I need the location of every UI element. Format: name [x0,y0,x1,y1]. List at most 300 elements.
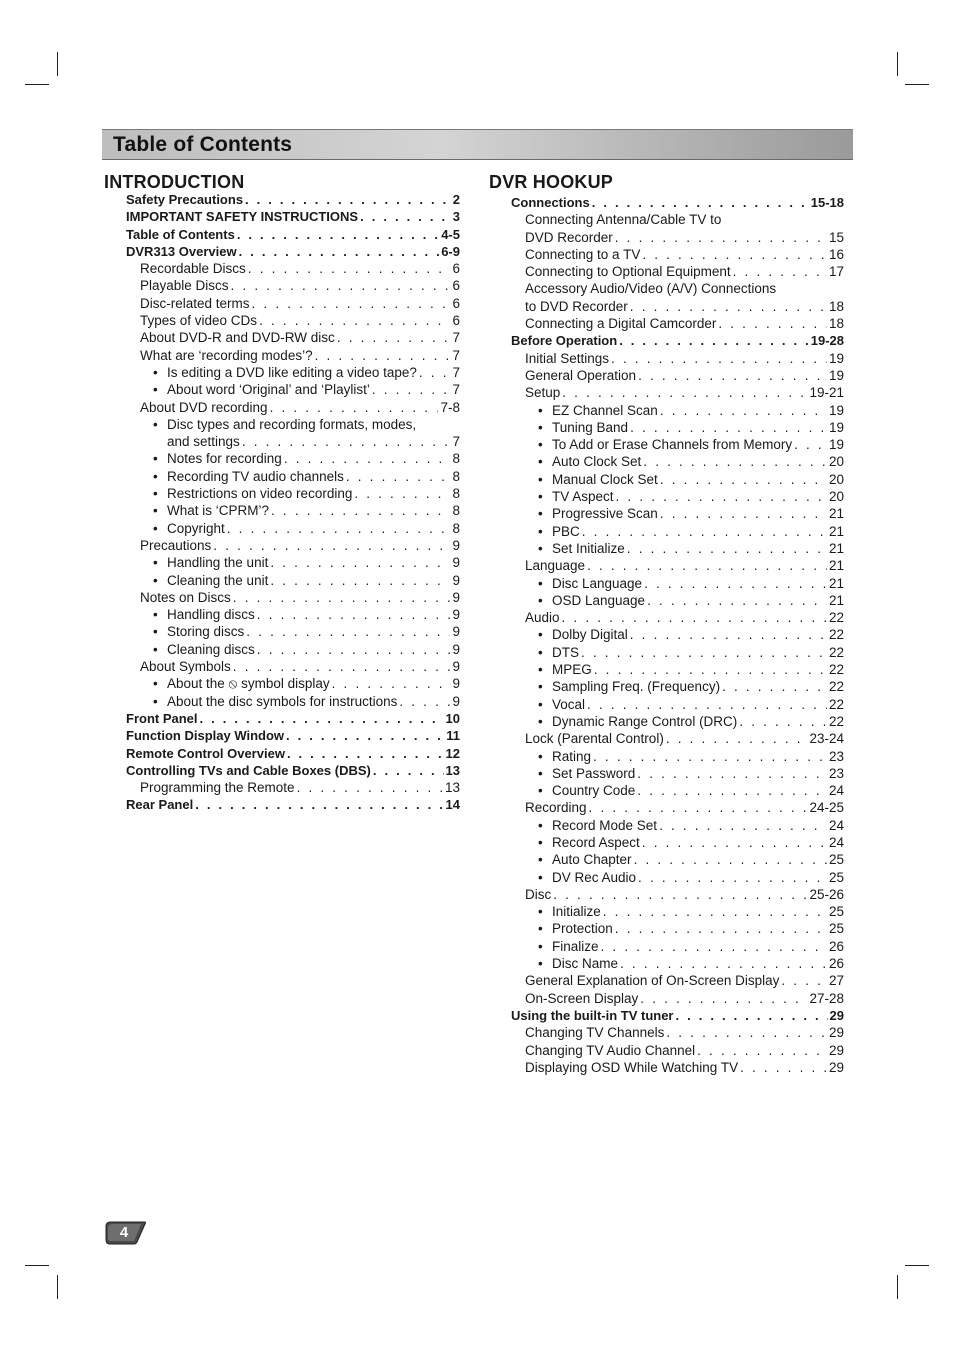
toc-label: Rating [552,748,592,764]
toc-label: Changing TV Audio Channel [525,1042,696,1058]
toc-page-number: 19-28 [810,333,844,349]
toc-entry [104,382,460,399]
toc-entry [489,956,844,973]
toc-page-number: 2 [452,192,460,207]
bullet-icon: • [538,540,543,556]
toc-entry [104,451,460,468]
toc-label: Dynamic Range Control (DRC) [552,713,738,729]
leader-dots [722,679,827,694]
toc-entry [104,521,460,538]
toc-label: MPEG [552,662,592,678]
toc-entry [489,766,844,783]
toc-page-number: 7 [452,434,460,450]
bullet-icon: • [538,834,543,850]
toc-label: Disc Language [552,575,643,591]
toc-page-number: 23-24 [809,731,844,747]
leader-dots [637,783,827,798]
leader-dots [739,714,827,729]
toc-entry [104,209,460,226]
leader-dots [259,313,450,328]
crop-mark [897,52,898,76]
toc-label: Protection [552,921,613,937]
toc-page-number: 7 [452,330,460,346]
toc-entry [104,278,460,295]
toc-entry [489,1043,844,1060]
toc-entry [104,607,460,624]
toc-label: Is editing a DVD like editing a video tape? [167,364,417,380]
leader-dots [630,627,827,642]
toc-label: Connecting to Optional Equipment [525,264,731,280]
leader-dots [794,437,827,452]
toc-page-number: 9 [452,659,460,675]
toc-page-number: 29 [828,1025,844,1041]
toc-label: Finalize [552,938,599,954]
toc-entry [104,227,460,244]
toc-label: Connecting Antenna/Cable TV to [525,212,722,228]
crop-mark [905,84,929,85]
toc-label: Record Mode Set [552,817,658,833]
bullet-icon: • [153,555,158,571]
leader-dots [630,299,827,314]
title-bar [102,129,853,160]
toc-entry [104,417,460,434]
toc-page-number: 22 [828,627,844,643]
bullet-icon: • [538,869,543,885]
toc-page-number: 6 [452,261,460,277]
toc-label: Progressive Scan [552,506,658,522]
bullet-icon: • [153,468,158,484]
leader-dots [233,590,451,605]
toc-label: EZ Channel Scan [552,402,658,418]
toc-page-number: 18 [828,298,844,314]
toc-page-number: 7 [452,382,460,398]
toc-page-number: 8 [452,503,460,519]
leader-dots [660,403,827,418]
leader-dots [660,506,827,521]
toc-page-number: 11 [446,728,460,744]
toc-page-number: 15 [828,229,844,245]
leader-dots [619,333,809,348]
toc-page-number: 9 [452,624,460,640]
toc-entry [104,763,460,780]
leader-dots [637,766,827,781]
bullet-icon: • [538,679,543,695]
toc-label: Safety Precautions [126,192,244,207]
toc-page-number: 26 [828,956,844,972]
toc-page-number: 25 [828,921,844,937]
leader-dots [242,434,451,449]
leader-dots [601,939,827,954]
leader-dots [332,676,451,691]
leader-dots [593,749,827,764]
toc-entry [104,728,460,745]
toc-entry [104,486,460,503]
toc-label: OSD Language [552,592,646,608]
toc-label: Auto Clock Set [552,454,642,470]
toc-page-number: 4-5 [441,226,460,242]
toc-entry [489,731,844,748]
toc-page-number: 20 [828,489,844,505]
toc-label: Auto Chapter [552,852,632,868]
toc-entry [104,555,460,572]
leader-dots [697,1043,827,1058]
toc-entry [489,264,844,281]
leader-dots [718,316,827,331]
toc-entry [489,714,844,731]
dvr-hookup-column [489,173,844,1077]
toc-label: Storing discs [167,624,245,640]
toc-entry [489,299,844,316]
toc-entry [489,973,844,990]
toc-label: Notes on Discs [140,589,231,605]
toc-label: Rear Panel [126,797,194,813]
toc-entry [104,330,460,347]
toc-label: Vocal [552,696,586,712]
leader-dots [647,593,827,608]
toc-label: Tuning Band [552,419,629,435]
toc-page-number: 9 [452,537,460,553]
toc-list [489,195,844,1077]
leader-dots [237,227,439,242]
toc-list [104,192,460,815]
toc-page-number: 8 [452,451,460,467]
crop-mark [897,1275,898,1299]
toc-entry [489,368,844,385]
leader-dots [257,607,451,622]
page-number-badge [105,1221,147,1245]
toc-page-number: 22 [828,696,844,712]
bullet-icon: • [538,956,543,972]
bullet-icon: • [153,520,158,536]
toc-label: Dolby Digital [552,627,628,643]
introduction-column [104,173,460,815]
leader-dots [616,489,827,504]
leader-dots [740,1060,827,1075]
toc-entry [104,797,460,814]
toc-entry [489,576,844,593]
toc-entry [104,624,460,641]
leader-dots [248,261,451,276]
bullet-icon: • [538,817,543,833]
toc-entry [104,711,460,728]
toc-entry [489,610,844,627]
toc-page-number: 27-28 [809,990,844,1006]
leader-dots [659,818,827,833]
crop-mark [905,1265,929,1266]
bullet-icon: • [153,641,158,657]
crop-mark [57,52,58,76]
leader-dots [287,746,444,761]
toc-label: Notes for recording [167,451,282,467]
toc-label: Precautions [140,537,212,553]
leader-dots [666,731,808,746]
bullet-icon: • [153,382,158,398]
toc-entry [489,870,844,887]
crop-mark [25,1265,49,1266]
leader-dots [399,694,450,709]
toc-label: Handling the unit [167,555,269,571]
toc-entry [104,400,460,417]
toc-entry [489,991,844,1008]
bullet-icon: • [153,486,158,502]
toc-page-number: 25 [828,852,844,868]
toc-page-number: 12 [445,745,460,761]
toc-page-number: 6 [452,278,460,294]
leader-dots [640,991,807,1006]
toc-label: About the disc symbols for instructions [167,693,398,709]
toc-entry [489,420,844,437]
toc-label: Changing TV Channels [525,1025,665,1041]
toc-page-number: 9 [452,589,460,605]
toc-entry [104,469,460,486]
toc-entry [489,645,844,662]
toc-page-number: 19 [828,367,844,383]
leader-dots [589,800,808,815]
toc-page-number: 19-21 [809,385,844,401]
leader-dots [553,887,807,902]
toc-label: Function Display Window [126,728,285,744]
toc-page-number: 9 [452,607,460,623]
toc-label: Displaying OSD While Watching TV [525,1059,739,1075]
toc-entry [104,434,460,451]
toc-label: Initial Settings [525,350,610,366]
leader-dots [582,524,827,539]
toc-entry [489,281,844,298]
toc-entry [489,749,844,766]
leader-dots [284,451,451,466]
toc-page-number: 9 [452,572,460,588]
toc-entry [104,261,460,278]
toc-label: Initialize [552,904,601,920]
toc-page-number: 6 [452,313,460,329]
toc-page-number: 21 [828,523,844,539]
toc-page-number: 17 [828,264,844,280]
bullet-icon: • [538,938,543,954]
leader-dots [227,521,451,536]
leader-dots [271,503,450,518]
toc-entry [489,195,844,212]
toc-entry [489,662,844,679]
toc-page-number: 9 [452,676,460,692]
toc-page-number: 26 [828,938,844,954]
toc-page-number: 29 [828,1059,844,1075]
toc-page-number: 16 [828,246,844,262]
leader-dots [286,728,444,743]
toc-label: TV Aspect [552,489,614,505]
toc-entry [104,573,460,590]
toc-label: Programming the Remote [140,780,295,796]
leader-dots [419,365,451,380]
toc-page-number: 21 [828,592,844,608]
toc-entry [104,538,460,555]
bullet-icon: • [538,748,543,764]
toc-label: Front Panel [126,710,198,726]
toc-entry [489,541,844,558]
toc-entry [489,351,844,368]
toc-entry [489,939,844,956]
toc-page-number: 25 [828,869,844,885]
leader-dots [587,697,827,712]
toc-label: General Operation [525,367,637,383]
leader-dots [581,645,827,660]
leader-dots [233,659,451,674]
toc-label: DVD Recorder [525,229,613,245]
crop-mark [57,1275,58,1299]
toc-label: DTS [552,644,579,660]
toc-page-number: 10 [445,710,460,726]
leader-dots [239,244,440,259]
toc-entry [489,489,844,506]
toc-label: About DVD recording [140,399,268,415]
toc-entry [489,904,844,921]
leader-dots [360,209,451,224]
toc-label: Connections [511,195,590,210]
toc-entry [489,783,844,800]
leader-dots [346,469,451,484]
toc-entry [104,694,460,711]
bullet-icon: • [153,676,158,692]
toc-entry [489,454,844,471]
toc-label: Audio [525,610,560,626]
bullet-icon: • [538,489,543,505]
toc-label: Controlling TVs and Cable Boxes (DBS) [126,762,371,778]
leader-dots [733,264,827,279]
leader-dots [666,1025,827,1040]
toc-label: Restrictions on video recording [167,486,353,502]
toc-page-number: 7 [452,347,460,363]
bullet-icon: • [538,523,543,539]
toc-label: About word ‘Original’ and ‘Playlist’ [167,382,370,398]
toc-label: General Explanation of On-Screen Display [525,973,780,989]
leader-dots [195,797,443,812]
section-heading: INTRODUCTION [104,172,245,192]
toc-page-number: 22 [828,644,844,660]
bullet-icon: • [538,506,543,522]
toc-entry [104,313,460,330]
leader-dots [200,711,444,726]
toc-page-number: 22 [828,679,844,695]
toc-entry [489,1060,844,1077]
toc-page-number: 19 [828,437,844,453]
bullet-icon: • [153,364,158,380]
section-heading: DVR HOOKUP [489,172,614,192]
leader-dots [245,192,451,207]
toc-label: Disc types and recording formats, modes, [167,416,417,432]
toc-label: About Symbols [140,659,231,675]
toc-page-number: 9 [452,555,460,571]
bullet-icon: • [538,921,543,937]
toc-label: Cleaning the unit [167,572,269,588]
toc-page-number: 3 [452,209,460,225]
leader-dots [620,956,827,971]
toc-label: Copyright [167,520,225,536]
leader-dots [644,576,827,591]
leader-dots [373,763,444,778]
crop-mark [25,84,49,85]
bullet-icon: • [538,644,543,660]
toc-label: Disc-related terms [140,295,250,311]
bullet-icon: • [153,572,158,588]
leader-dots [354,486,450,501]
toc-label: Lock (Parental Control) [525,731,664,747]
toc-label: Types of video CDs [140,313,258,329]
leader-dots [642,247,827,262]
bullet-icon: • [153,451,158,467]
toc-entry [489,472,844,489]
bullet-icon: • [538,592,543,608]
toc-page-number: 8 [452,468,460,484]
toc-page-number: 19 [828,350,844,366]
bullet-icon: • [538,454,543,470]
toc-entry [104,676,460,693]
toc-entry [489,818,844,835]
toc-label: Accessory Audio/Video (A/V) Connections [525,281,777,297]
bullet-icon: • [153,624,158,640]
leader-dots [594,662,827,677]
toc-page-number: 25-26 [809,886,844,902]
toc-entry [104,642,460,659]
leader-dots [372,382,451,397]
toc-page-number: 21 [828,558,844,574]
leader-dots [257,642,451,657]
toc-entry [104,659,460,676]
toc-label: What is ‘CPRM’? [167,503,270,519]
toc-entry [489,1008,844,1025]
toc-label: Disc [525,886,552,902]
toc-entry [489,403,844,420]
bullet-icon: • [538,402,543,418]
page-title: Table of Contents [113,133,293,156]
toc-entry [489,835,844,852]
toc-page-number: 29 [829,1007,844,1023]
toc-label: Setup [525,385,561,401]
toc-label: What are ‘recording modes’? [140,347,313,363]
toc-label: Before Operation [511,333,618,349]
toc-label: to DVD Recorder [525,298,628,314]
toc-label: Handling discs [167,607,255,623]
toc-label: Connecting a Digital Camcorder [525,316,717,332]
bullet-icon: • [153,416,158,432]
leader-dots [337,330,451,345]
toc-page-number: 25 [828,904,844,920]
leader-dots [297,780,443,795]
toc-entry [489,558,844,575]
toc-label: About DVD-R and DVD-RW disc [140,330,335,346]
toc-page-number: 8 [452,520,460,536]
page-number: 4 [119,1224,129,1241]
toc-label: Table of Contents [126,226,235,242]
toc-entry [489,800,844,817]
bullet-icon: • [538,471,543,487]
bullet-icon: • [538,662,543,678]
toc-entry [489,247,844,264]
toc-page-number: 19 [828,402,844,418]
toc-label: Record Aspect [552,834,640,850]
toc-label: Sampling Freq. (Frequency) [552,679,721,695]
toc-entry [489,1025,844,1042]
toc-label: DV Rec Audio [552,869,637,885]
leader-dots [270,400,439,415]
toc-label: Cleaning discs [167,641,255,657]
toc-entry [104,348,460,365]
bullet-icon: • [538,765,543,781]
leader-dots [627,541,827,556]
toc-page-number: 23 [828,765,844,781]
toc-label: On-Screen Display [525,990,639,1006]
toc-entry [104,503,460,520]
leader-dots [660,472,827,487]
toc-page-number: 9 [452,693,460,709]
